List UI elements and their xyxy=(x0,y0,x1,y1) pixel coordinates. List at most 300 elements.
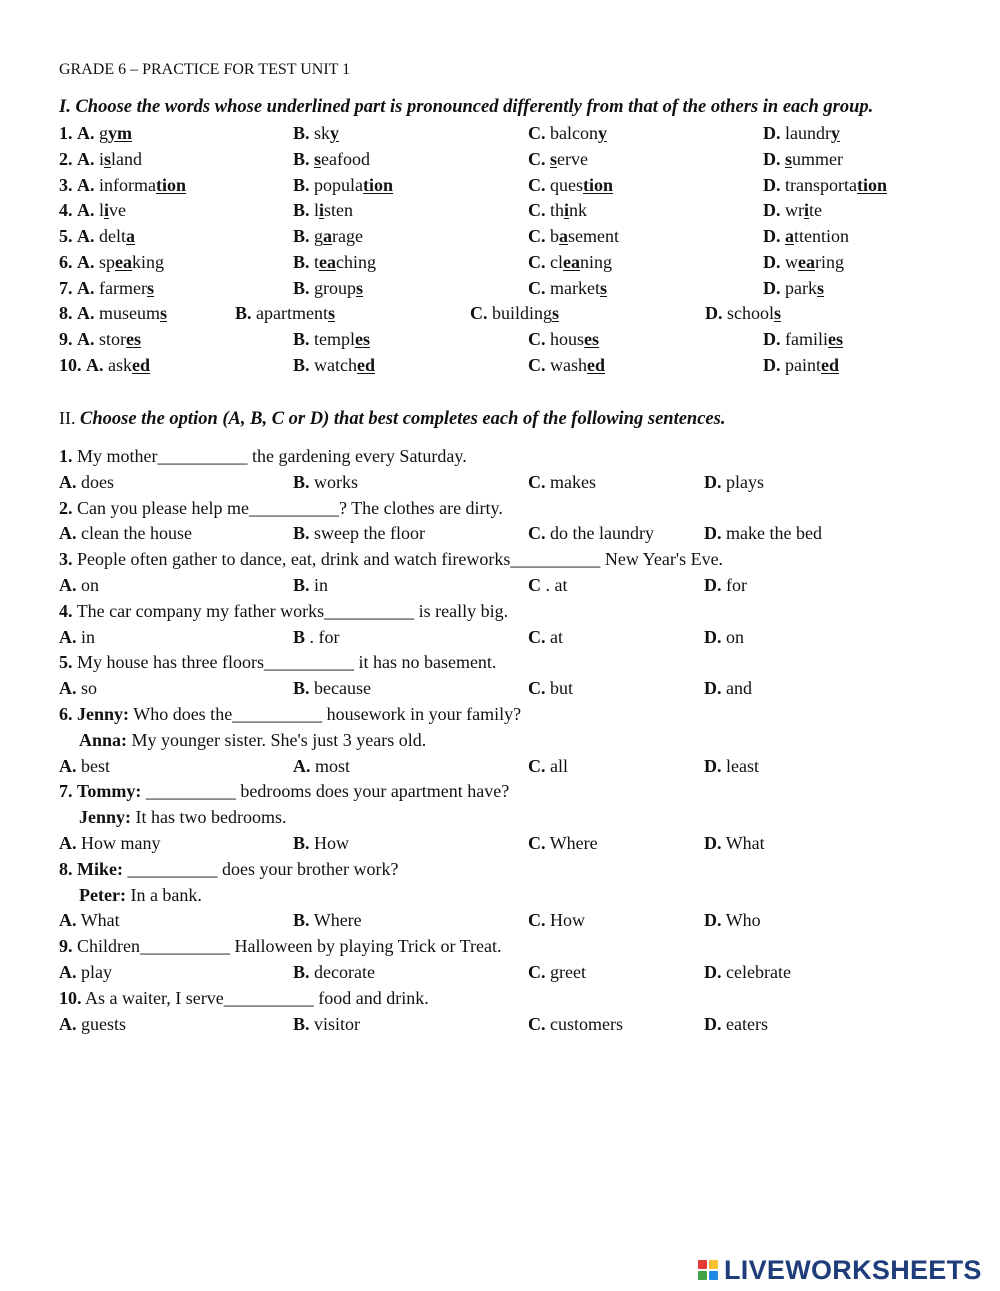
word-part: erve xyxy=(557,149,588,169)
question-text: People often gather to dance, eat, drink and watch fireworks__________ New Year's Eve. xyxy=(77,549,724,569)
word-part: apartment xyxy=(256,303,328,323)
question-number: 6. xyxy=(59,252,73,272)
word-part: b xyxy=(550,226,559,246)
answer-option[interactable] xyxy=(293,831,349,855)
question-number: 8. xyxy=(59,859,73,879)
question-line xyxy=(59,934,959,958)
option-letter: B. xyxy=(293,278,310,298)
answer-option[interactable] xyxy=(763,198,822,222)
word-part: ttention xyxy=(794,226,849,246)
option-text: least xyxy=(726,756,759,776)
logo-square xyxy=(698,1260,707,1269)
answer-option[interactable] xyxy=(763,121,840,145)
option-letter: D. xyxy=(705,303,723,323)
option-text: What xyxy=(725,833,765,853)
word-part: ring xyxy=(815,252,844,272)
word-part: ask xyxy=(108,355,132,375)
underlined-part: tion xyxy=(583,175,614,195)
answer-option[interactable] xyxy=(528,121,607,145)
options-row xyxy=(59,960,959,984)
answer-option[interactable] xyxy=(528,327,599,351)
logo-text: LIVEWORKSHEETS xyxy=(724,1254,982,1285)
option-letter: B. xyxy=(293,355,310,375)
underlined-part: y xyxy=(830,123,840,143)
question-line xyxy=(59,650,959,674)
options-row xyxy=(59,573,959,597)
word-part: w xyxy=(785,252,798,272)
option-letter: A. xyxy=(59,575,77,595)
underlined-part: s xyxy=(104,149,112,169)
word-part: group xyxy=(314,278,357,298)
answer-option[interactable] xyxy=(293,960,375,984)
option-text: and xyxy=(726,678,752,698)
question-text: __________ bedrooms does your apartment have? xyxy=(145,781,510,801)
option-text: . for xyxy=(309,627,340,647)
answer-option[interactable] xyxy=(704,1012,768,1036)
underlined-part: ea xyxy=(115,252,133,272)
word-part: eafood xyxy=(321,149,371,169)
word-part: l xyxy=(314,200,320,220)
option-letter: D. xyxy=(704,833,722,853)
option-text: How xyxy=(314,833,350,853)
worksheet-header xyxy=(59,58,959,82)
answer-option[interactable] xyxy=(704,754,759,778)
option-letter: B. xyxy=(293,123,310,143)
option-text: on xyxy=(726,627,744,647)
reply-line xyxy=(79,805,979,829)
word-part: sement xyxy=(568,226,619,246)
option-letter: A. xyxy=(77,329,95,349)
speaker-name: Mike: xyxy=(77,859,123,879)
option-text: plays xyxy=(726,472,764,492)
option-letter: B. xyxy=(293,1014,310,1034)
word-part: king xyxy=(132,252,165,272)
option-text: but xyxy=(550,678,574,698)
underlined-part: s xyxy=(146,278,154,298)
word-part: t xyxy=(314,252,320,272)
answer-option[interactable] xyxy=(59,301,167,325)
answer-option[interactable] xyxy=(59,908,120,932)
question-text: Children__________ Halloween by playing Trick or Treat. xyxy=(77,936,502,956)
answer-option[interactable] xyxy=(235,301,335,325)
option-letter: D. xyxy=(704,678,722,698)
answer-option[interactable] xyxy=(763,250,844,274)
logo-square xyxy=(709,1271,718,1280)
pronunciation-row xyxy=(59,147,959,171)
underlined-part: y xyxy=(597,123,607,143)
pronunciation-row xyxy=(59,121,959,145)
option-letter: A. xyxy=(77,303,95,323)
option-text: make the bed xyxy=(726,523,822,543)
option-letter: C. xyxy=(528,472,546,492)
pronunciation-row xyxy=(59,301,959,325)
option-letter: D. xyxy=(763,149,781,169)
option-letter: A. xyxy=(77,226,95,246)
option-letter: B. xyxy=(293,175,310,195)
speaker-name: Peter: xyxy=(79,885,126,905)
answer-option[interactable] xyxy=(59,1012,126,1036)
speaker-name: Jenny: xyxy=(77,704,130,724)
options-row xyxy=(59,676,959,700)
word-part: wash xyxy=(550,355,587,375)
option-letter: D. xyxy=(763,175,781,195)
answer-option[interactable] xyxy=(59,198,126,222)
options-row xyxy=(59,831,959,855)
answer-option[interactable] xyxy=(293,121,339,145)
question-number: 5. xyxy=(59,226,73,246)
underlined-part: ea xyxy=(798,252,815,272)
word-part: cl xyxy=(550,252,563,272)
option-text: play xyxy=(81,962,112,982)
answer-option[interactable] xyxy=(528,676,573,700)
option-letter: D. xyxy=(763,200,781,220)
underlined-part: i xyxy=(104,200,110,220)
option-letter: A. xyxy=(77,278,95,298)
option-letter: D. xyxy=(704,523,722,543)
answer-option[interactable] xyxy=(59,147,142,171)
option-text: so xyxy=(81,678,98,698)
option-letter: C. xyxy=(528,278,546,298)
answer-option[interactable] xyxy=(293,573,328,597)
option-text: in xyxy=(81,627,96,647)
answer-option[interactable] xyxy=(59,625,95,649)
answer-option[interactable] xyxy=(470,301,559,325)
underlined-part: a xyxy=(785,226,794,246)
option-letter: B xyxy=(293,627,306,647)
question-text: My mother__________ the gardening every Saturday. xyxy=(77,446,467,466)
option-letter: B. xyxy=(293,252,310,272)
underlined-part: ea xyxy=(563,252,580,272)
section-number: II. xyxy=(59,408,76,428)
header-text: GRADE 6 – PRACTICE FOR TEST UNIT 1 xyxy=(59,61,351,78)
option-letter: D. xyxy=(704,627,722,647)
section-1-title xyxy=(59,95,959,119)
option-letter: A. xyxy=(59,472,77,492)
option-text: for xyxy=(726,575,747,595)
word-part: nk xyxy=(569,200,588,220)
reply-text: It has two bedrooms. xyxy=(135,807,287,827)
underlined-part: i xyxy=(804,200,810,220)
option-text: most xyxy=(315,756,351,776)
question-line xyxy=(59,547,959,571)
option-text: makes xyxy=(550,472,596,492)
reply-text: My younger sister. She's just 3 years old. xyxy=(131,730,427,750)
answer-option[interactable] xyxy=(704,470,764,494)
answer-option[interactable] xyxy=(763,224,849,248)
answer-option[interactable] xyxy=(293,470,358,494)
question-number: 4. xyxy=(59,601,73,621)
option-letter: B. xyxy=(293,329,310,349)
question-line xyxy=(59,702,959,726)
answer-option[interactable] xyxy=(705,301,781,325)
word-part: stor xyxy=(99,329,126,349)
answer-option[interactable] xyxy=(293,327,370,351)
underlined-part: tion xyxy=(856,175,887,195)
question-number: 7. xyxy=(59,781,73,801)
answer-option[interactable] xyxy=(293,198,353,222)
question-number: 3. xyxy=(59,549,73,569)
question-number: 10. xyxy=(59,988,82,1008)
answer-option[interactable] xyxy=(293,521,425,545)
question-number: 6. xyxy=(59,704,73,724)
underlined-part: es xyxy=(355,329,371,349)
option-text: How xyxy=(550,910,585,930)
option-letter: B. xyxy=(293,833,310,853)
option-text: How many xyxy=(81,833,161,853)
option-text: Who xyxy=(725,910,761,930)
option-letter: C. xyxy=(528,200,546,220)
option-text: at xyxy=(550,627,563,647)
answer-option[interactable] xyxy=(528,353,605,377)
answer-option[interactable] xyxy=(293,250,376,274)
answer-option[interactable] xyxy=(763,353,839,377)
pronunciation-row xyxy=(59,198,959,222)
option-letter: C. xyxy=(528,1014,546,1034)
underlined-part: ym xyxy=(108,123,132,143)
underlined-part: s xyxy=(774,303,782,323)
answer-option[interactable] xyxy=(293,276,363,300)
answer-option[interactable] xyxy=(59,676,97,700)
option-letter: D. xyxy=(704,910,722,930)
question-number: 4. xyxy=(59,200,73,220)
word-part: th xyxy=(550,200,565,220)
answer-option[interactable] xyxy=(704,573,747,597)
answer-option[interactable] xyxy=(293,676,371,700)
word-part: paint xyxy=(785,355,821,375)
options-row xyxy=(59,521,959,545)
option-letter: C. xyxy=(528,756,546,776)
underlined-part: ed xyxy=(821,355,839,375)
question-text: __________ does your brother work? xyxy=(127,859,399,879)
answer-option[interactable] xyxy=(293,908,362,932)
options-row xyxy=(59,754,959,778)
option-letter: C. xyxy=(528,523,546,543)
option-letter: C. xyxy=(528,149,546,169)
option-letter: A. xyxy=(77,200,95,220)
pronunciation-row xyxy=(59,250,959,274)
pronunciation-row xyxy=(59,276,959,300)
option-text: works xyxy=(314,472,359,492)
word-part: popula xyxy=(314,175,364,195)
option-text: greet xyxy=(550,962,586,982)
option-letter: C. xyxy=(528,252,546,272)
answer-option[interactable] xyxy=(763,147,843,171)
word-part: school xyxy=(727,303,774,323)
underlined-part: es xyxy=(828,329,843,349)
answer-option[interactable] xyxy=(528,960,586,984)
option-letter: C. xyxy=(528,226,546,246)
answer-option[interactable] xyxy=(59,250,164,274)
underlined-part: i xyxy=(564,200,570,220)
option-letter: B. xyxy=(235,303,252,323)
question-line xyxy=(59,599,959,623)
answer-option[interactable] xyxy=(528,1012,623,1036)
answer-option[interactable] xyxy=(528,831,598,855)
word-part: g xyxy=(99,123,108,143)
logo-square xyxy=(698,1271,707,1280)
option-letter: D. xyxy=(704,756,722,776)
answer-option[interactable] xyxy=(59,224,135,248)
question-line xyxy=(59,857,959,881)
underlined-part: s xyxy=(599,278,607,298)
underlined-part: s xyxy=(785,149,793,169)
options-row xyxy=(59,470,959,494)
option-text: What xyxy=(80,910,120,930)
question-number: 8. xyxy=(59,303,73,323)
option-letter: C. xyxy=(528,329,546,349)
underlined-part: ed xyxy=(357,355,375,375)
option-letter: C. xyxy=(528,355,546,375)
answer-option[interactable] xyxy=(528,198,587,222)
option-letter: B. xyxy=(293,226,310,246)
answer-option[interactable] xyxy=(528,173,613,197)
answer-option[interactable] xyxy=(528,908,585,932)
answer-option[interactable] xyxy=(704,521,822,545)
answer-option[interactable] xyxy=(763,173,887,197)
question-line xyxy=(59,496,959,520)
options-row xyxy=(59,625,959,649)
underlined-part: tion xyxy=(155,175,186,195)
section-title-text: I. Choose the words whose underlined part is pronounced differently from that of the others in each group. xyxy=(59,97,874,117)
word-part: sp xyxy=(99,252,116,272)
answer-option[interactable] xyxy=(528,573,568,597)
answer-option[interactable] xyxy=(528,521,654,545)
answer-option[interactable] xyxy=(293,224,363,248)
word-part: farmer xyxy=(99,278,147,298)
answer-option[interactable] xyxy=(59,276,154,300)
answer-option[interactable] xyxy=(293,353,375,377)
option-letter: C. xyxy=(528,962,546,982)
options-row xyxy=(59,908,959,932)
word-part: sk xyxy=(314,123,331,143)
answer-option[interactable] xyxy=(528,276,607,300)
answer-option[interactable] xyxy=(59,470,114,494)
underlined-part: ed xyxy=(587,355,605,375)
option-letter: A. xyxy=(77,175,95,195)
option-letter: A. xyxy=(59,678,77,698)
option-letter: A. xyxy=(77,149,95,169)
liveworksheets-logo xyxy=(698,1256,982,1284)
option-letter: D. xyxy=(763,123,781,143)
option-text: eaters xyxy=(726,1014,768,1034)
option-text: . at xyxy=(545,575,568,595)
pronunciation-row xyxy=(59,224,959,248)
answer-option[interactable] xyxy=(293,625,340,649)
section-2-title xyxy=(59,406,959,430)
answer-option[interactable] xyxy=(59,521,192,545)
option-letter: C. xyxy=(528,123,546,143)
reply-line xyxy=(79,728,979,752)
option-letter: C xyxy=(528,575,541,595)
answer-option[interactable] xyxy=(528,754,568,778)
question-number: 5. xyxy=(59,652,73,672)
option-text: clean the house xyxy=(81,523,192,543)
answer-option[interactable] xyxy=(528,224,619,248)
answer-option[interactable] xyxy=(528,625,563,649)
underlined-part: es xyxy=(584,329,600,349)
option-letter: B. xyxy=(293,472,310,492)
answer-option[interactable] xyxy=(293,173,393,197)
option-letter: A. xyxy=(59,523,77,543)
word-part: ching xyxy=(336,252,377,272)
option-text: visitor xyxy=(314,1014,361,1034)
answer-option[interactable] xyxy=(704,625,744,649)
question-number: 2. xyxy=(59,498,73,518)
underlined-part: s xyxy=(816,278,824,298)
answer-option[interactable] xyxy=(528,470,596,494)
answer-option[interactable] xyxy=(59,173,186,197)
word-part: museum xyxy=(99,303,160,323)
speaker-name: Tommy: xyxy=(77,781,142,801)
option-text: best xyxy=(81,756,110,776)
speaker-name: Jenny: xyxy=(79,807,132,827)
option-letter: B. xyxy=(293,523,310,543)
option-letter: C. xyxy=(470,303,488,323)
word-part: ve xyxy=(109,200,127,220)
option-text: all xyxy=(550,756,568,776)
underlined-part: s xyxy=(550,149,558,169)
option-text: Where xyxy=(549,833,598,853)
question-line xyxy=(59,444,959,468)
answer-option[interactable] xyxy=(59,353,150,377)
answer-option[interactable] xyxy=(704,960,791,984)
word-part: park xyxy=(785,278,817,298)
word-part: te xyxy=(809,200,823,220)
option-letter: A. xyxy=(77,123,95,143)
word-part: ummer xyxy=(792,149,844,169)
option-text: because xyxy=(314,678,371,698)
answer-option[interactable] xyxy=(59,121,132,145)
option-text: celebrate xyxy=(726,962,791,982)
word-part: market xyxy=(550,278,600,298)
question-number: 3. xyxy=(59,175,73,195)
answer-option[interactable] xyxy=(59,573,99,597)
answer-option[interactable] xyxy=(59,960,112,984)
answer-option[interactable] xyxy=(59,831,161,855)
option-letter: A. xyxy=(59,1014,77,1034)
answer-option[interactable] xyxy=(59,327,141,351)
answer-option[interactable] xyxy=(293,754,350,778)
pronunciation-row xyxy=(59,353,959,377)
option-text: decorate xyxy=(314,962,375,982)
pronunciation-row xyxy=(59,173,959,197)
answer-option[interactable] xyxy=(763,276,824,300)
answer-option[interactable] xyxy=(59,754,110,778)
logo-square xyxy=(709,1260,718,1269)
option-letter: B. xyxy=(293,678,310,698)
option-letter: C. xyxy=(528,627,546,647)
answer-option[interactable] xyxy=(528,147,588,171)
option-text: do the laundry xyxy=(550,523,654,543)
answer-option[interactable] xyxy=(763,327,843,351)
underlined-part: a xyxy=(559,226,568,246)
question-number: 1. xyxy=(59,123,73,143)
answer-option[interactable] xyxy=(704,676,752,700)
pronunciation-row xyxy=(59,327,959,351)
option-letter: B. xyxy=(293,200,310,220)
underlined-part: tion xyxy=(363,175,394,195)
option-letter: A. xyxy=(86,355,104,375)
underlined-part: s xyxy=(552,303,560,323)
answer-option[interactable] xyxy=(293,1012,360,1036)
answer-option[interactable] xyxy=(293,147,370,171)
answer-option[interactable] xyxy=(704,908,761,932)
question-text: Who does the__________ housework in your family? xyxy=(133,704,522,724)
underlined-part: ed xyxy=(132,355,150,375)
answer-option[interactable] xyxy=(528,250,612,274)
word-part: land xyxy=(111,149,143,169)
answer-option[interactable] xyxy=(704,831,765,855)
